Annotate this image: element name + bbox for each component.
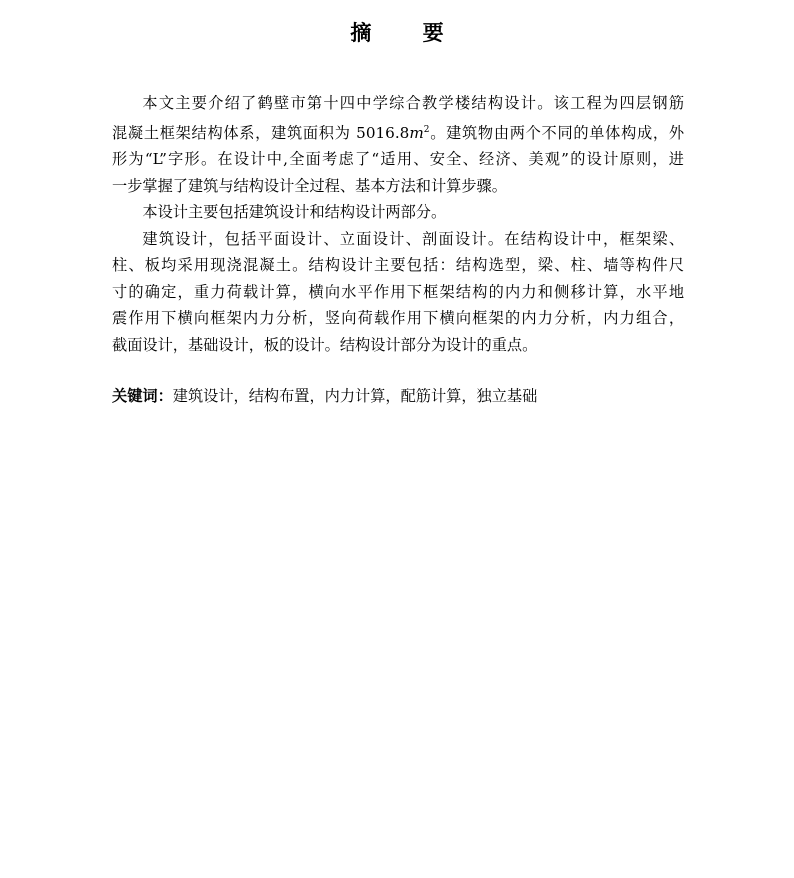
area-unit: m	[409, 123, 424, 142]
abstract-paragraph-2	[112, 199, 684, 226]
abstract-paragraph-3	[112, 226, 684, 359]
abstract-body	[112, 90, 684, 358]
text-line: 震作用下横向框架内力分析，竖向荷载作用下横向框架的内力分析，内力组合，	[112, 309, 684, 327]
area-unit-exponent: 2	[423, 124, 430, 135]
text-line: 一步掌握了建筑与结构设计全过程、基本方法和计算步骤。	[112, 176, 507, 195]
text-line: 截面设计，基础设计，板的设计。结构设计部分为设计的重点。	[112, 335, 538, 354]
text-segment: 混凝土框架结构体系，建筑面积为 5016.8	[112, 123, 410, 142]
text-line: 本设计主要包括建筑设计和结构设计两部分。	[142, 203, 447, 221]
text-line: 本文主要介绍了鹤壁市第十四中学综合教学楼结构设计。该工程为四层钢筋	[142, 94, 684, 112]
keywords-label: 关键词：	[112, 387, 173, 405]
text-line: 形为“L”字形。在设计中,全面考虑了“适用、安全、经济、美观”的设计原则，进	[112, 150, 684, 168]
keywords-line	[112, 383, 537, 409]
page-title: 摘 要	[350, 21, 466, 45]
keywords-text: 建筑设计，结构布置，内力计算，配筋计算，独立基础	[172, 387, 538, 405]
text-line-with-area	[112, 117, 684, 147]
abstract-paragraph-1	[112, 90, 684, 199]
text-line: 寸的确定，重力荷载计算，横向水平作用下框架结构的内力和侧移计算，水平地	[112, 282, 684, 301]
text-segment: 。建筑物由两个不同的单体构成，外	[429, 123, 684, 142]
text-line: 柱、板均采用现浇混凝土。结构设计主要包括：结构选型，梁、柱、墙等构件尺	[112, 256, 684, 274]
text-line: 建筑设计，包括平面设计、立面设计、剖面设计。在结构设计中，框架梁、	[142, 229, 684, 248]
